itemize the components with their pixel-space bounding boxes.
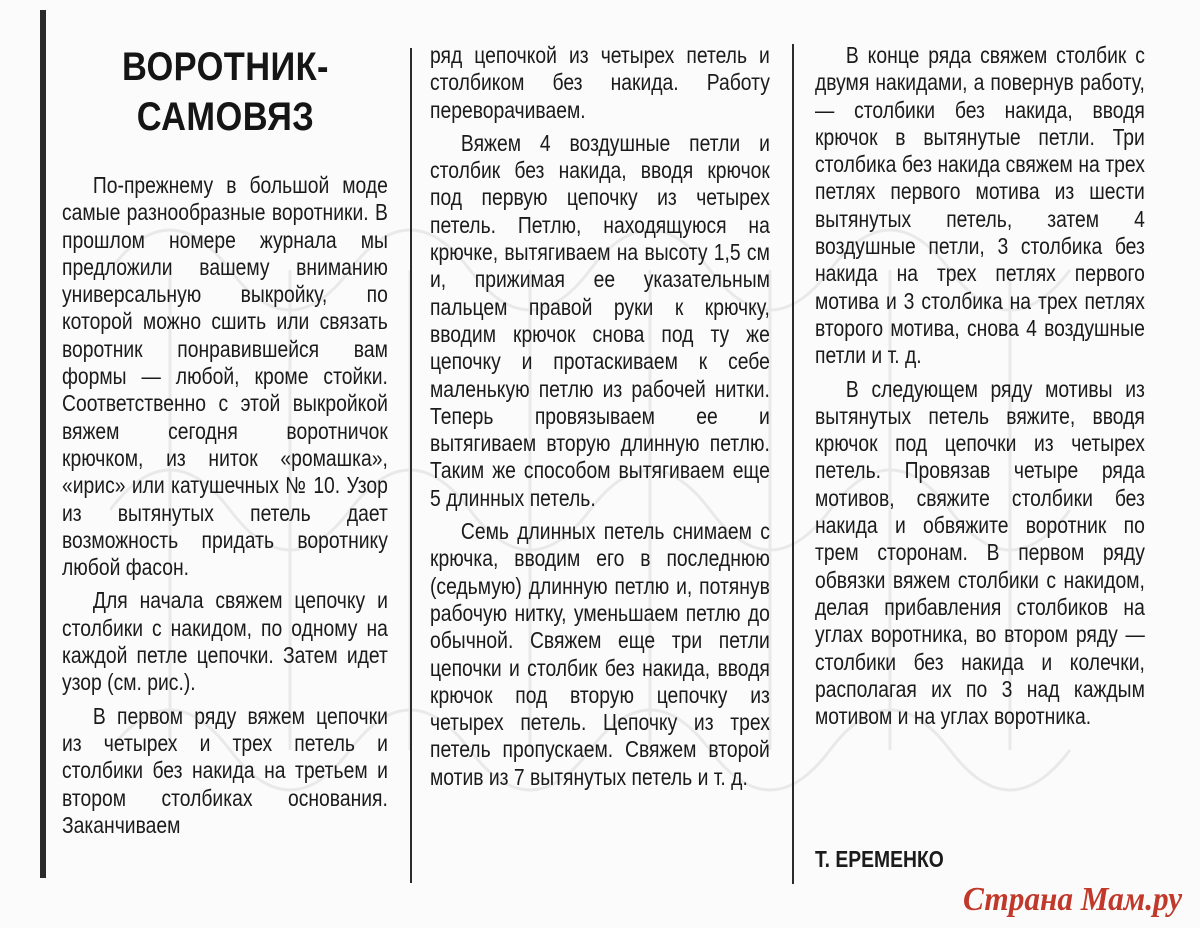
page-edge-border [40, 10, 46, 878]
text-column-1 [62, 172, 388, 839]
author-signature: Т. ЕРЕМЕНКО [815, 846, 944, 872]
title-line-2: САМОВЯЗ [136, 95, 315, 139]
paragraph: ряд цепочкой из четырех петель и столбиком без накида. Работу переворачиваем. [430, 42, 770, 123]
text-column-2 [430, 42, 770, 791]
article-title [118, 42, 333, 142]
paragraph: В конце ряда свяжем столбик с двумя накидами, а повернув работу,— столбики без накида, вводя крючок в вытянутые петли. Три столбика без накида свяжем на трех петлях первого мотива из шести вытянутых петель, затем 4 воздушные петли, 3 столбика без накида на трех петлях первого мотива и 3 столбика на трех петлях второго мотива, снова 4 воздушные петли и т. д. [815, 42, 1145, 369]
paragraph: В первом ряду вяжем цепочки из четырех и трех петель и столбики без накида на третьем и втором столбиках основания. Заканчиваем [62, 702, 388, 838]
paragraph: Семь длинных петель снимаем с крючка, вводим его в последнюю (седьмую) длинную петлю и, потянув рабочую нитку, уменьшаем петлю до обычной. Свяжем еще три петли цепочки и столбик без накида, вводя крючок под вторую цепочку из четырех петель. Цепочку из трех петель пропускаем. Свяжем второй мотив из 7 вытянутых петель и т. д. [430, 518, 770, 790]
column-divider-1 [410, 48, 412, 883]
paragraph: В следующем ряду мотивы из вытянутых петель вяжите, вводя крючок под цепочки из четырех петель. Провязав четыре ряда мотивов, свяжите столбики без накида и обвяжите воротник по трем сторонам. В первом ряду обвязки вяжем столбики с накидом, делая прибавления столбиков на углах воротника, во втором ряду — столбики без накида и колечки, располагая их по 3 над каждым мотивом и на углах воротника. [815, 375, 1145, 730]
paragraph: По-прежнему в большой моде самые разнообразные воротники. В прошлом номере журнала мы предложили вашему вниманию универсальную выкройку, по которой можно сшить или связать воротник понравившейся вам формы — любой, кроме стойки. Соответственно с этой выкройкой вяжем сегодня воротничок крючком, из ниток «ромашка», «ирис» или катушечных № 10. Узор из вытянутых петель дает возможность придать воротнику любой фасон. [62, 172, 388, 581]
paragraph: Вяжем 4 воздушные петли и столбик без накида, вводя крючок под первую цепочку из четырех петель. Петлю, находящуюся на крючке, вытягиваем на высоту 1,5 см и, прижимая ее указательным пальцем правой руки к крючку, вводим крючок снова под ту же цепочку и протаскиваем к себе маленькую петлю из рабочей нитки. Теперь провязываем ее и вытягиваем вторую длинную петлю. Таким же способом вытягиваем еще 5 длинных петель. [430, 129, 770, 511]
title-line-1: ВОРОТНИК- [122, 45, 329, 89]
paragraph: Для начала свяжем цепочку и столбики с накидом, по одному на каждой петле цепочки. Затем идет узор (см. рис.). [62, 587, 388, 696]
column-divider-2 [792, 44, 794, 884]
site-watermark: Страна Мам.ру [962, 881, 1182, 918]
text-column-3 [815, 42, 1145, 730]
